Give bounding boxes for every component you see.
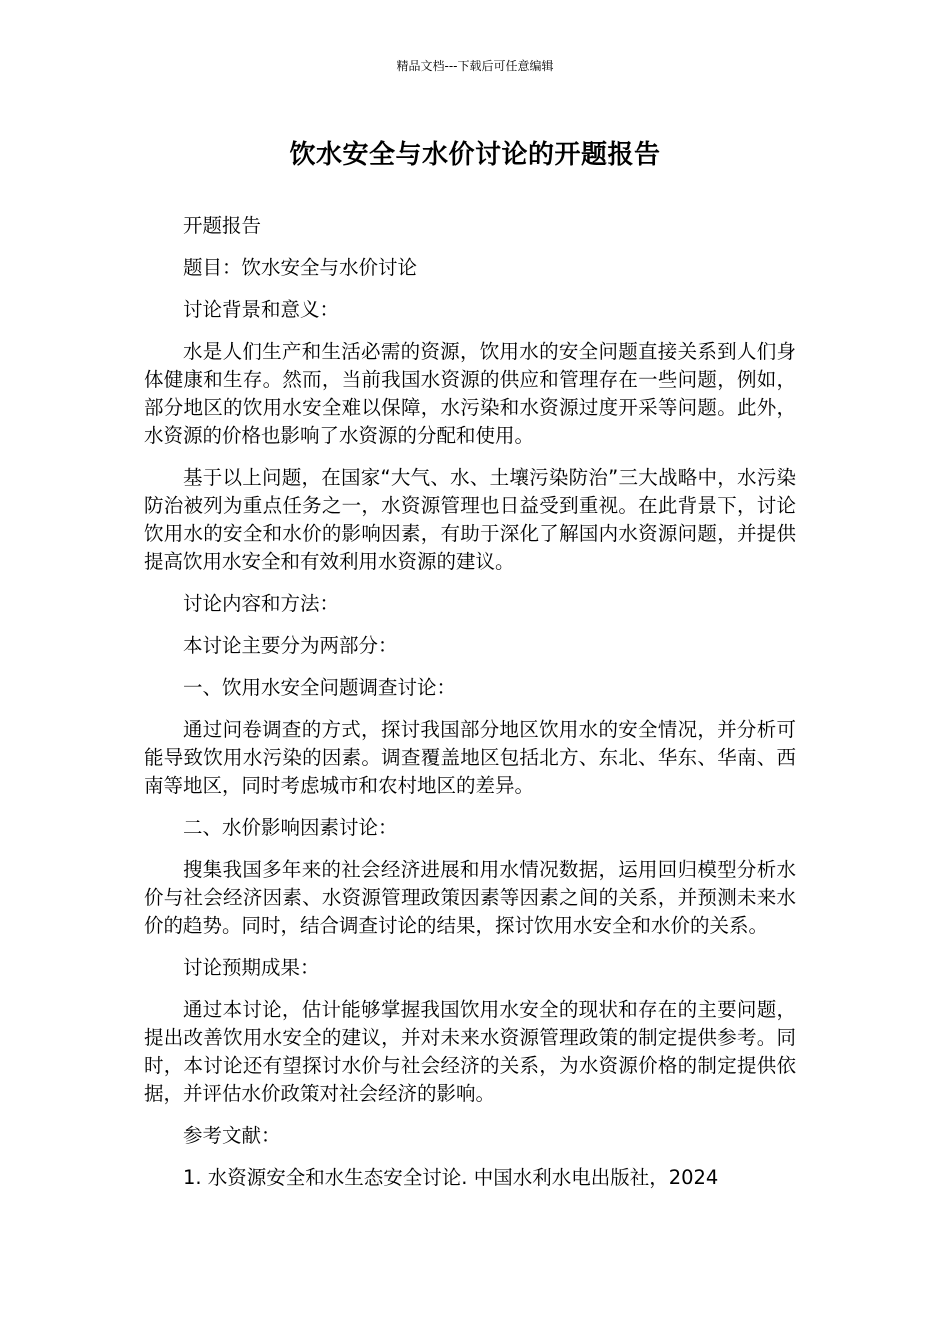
paragraph-background-2: 基于以上问题，在国家“大气、水、土壤污染防治”三大战略中，水污染防治被列为重点任务之一，水资源管理也日益受到重视。在此背景下，讨论饮用水的安全和水价的影响因素，有助于深化了解国内水资源问题，并提供提高饮用水安全和有效利用水资源的建议。	[144, 466, 796, 573]
subheading-part-two: 二、水价影响因素讨论：	[183, 816, 398, 839]
section-heading-references: 参考文献：	[183, 1124, 281, 1147]
paragraph-two-parts: 本讨论主要分为两部分：	[183, 634, 398, 657]
paragraph-background-1: 水是人们生产和生活必需的资源，饮用水的安全问题直接关系到人们身体健康和生存。然而，当前我国水资源的供应和管理存在一些问题，例如，部分地区的饮用水安全难以保障，水污染和水资源过度开采等问题。此外，水资源的价格也影响了水资源的分配和使用。	[144, 340, 796, 447]
section-heading-content-method: 讨论内容和方法：	[183, 592, 340, 615]
paragraph-part-one: 通过问卷调查的方式，探讨我国部分地区饮用水的安全情况，并分析可能导致饮用水污染的因素。调查覆盖地区包括北方、东北、华东、华南、西南等地区，同时考虑城市和农村地区的差异。	[144, 718, 796, 797]
reference-item: 1. 水资源安全和水生态安全讨论. 中国水利水电出版社，2024	[183, 1166, 719, 1189]
document-title: 饮水安全与水价讨论的开题报告	[289, 140, 661, 170]
document-body	[144, 212, 796, 1206]
paragraph-expected-results: 通过本讨论，估计能够掌握我国饮用水安全的现状和存在的主要问题，提出改善饮用水安全的建议，并对未来水资源管理政策的制定提供参考。同时，本讨论还有望探讨水价与社会经济的关系，为水资源价格的制定提供依据，并评估水价政策对社会经济的影响。	[144, 998, 796, 1105]
section-heading-background: 讨论背景和意义：	[183, 298, 340, 321]
paragraph-topic: 题目：饮水安全与水价讨论	[183, 256, 418, 279]
paragraph-label-report: 开题报告	[183, 214, 262, 237]
section-heading-expected-results: 讨论预期成果：	[183, 956, 320, 979]
page-header: 精品文档---下载后可任意编辑	[396, 59, 554, 73]
subheading-part-one: 一、饮用水安全问题调查讨论：	[183, 676, 457, 699]
paragraph-part-two: 搜集我国多年来的社会经济进展和用水情况数据，运用回归模型分析水价与社会经济因素、水资源管理政策因素等因素之间的关系，并预测未来水价的趋势。同时，结合调查讨论的结果，探讨饮用水安全和水价的关系。	[144, 858, 796, 937]
